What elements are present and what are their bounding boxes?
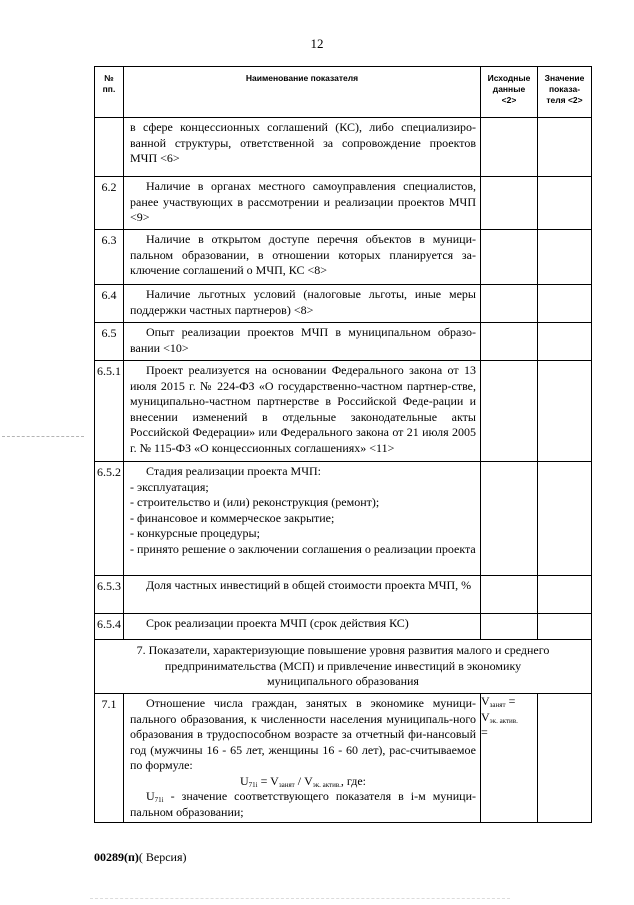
formula: $U_{71i} = V_{занят} / V_{эк. актив.}$, где:	[239, 773, 367, 789]
table-row	[95, 361, 592, 462]
source-cell	[481, 576, 538, 614]
row-text: Наличие в открытом доступе перечня объектов в муници-пальном образовании, в отношении которых планируется за-ключение соглашений о МЧП, КС <8>	[124, 230, 481, 285]
header-source: Исходные данные <2>	[481, 67, 538, 118]
stage-title: Стадия реализации проекта МЧП:	[146, 464, 322, 478]
value-cell	[538, 576, 592, 614]
table-row	[95, 323, 592, 361]
source-v-active: $V_{эк. актив.}$	[481, 709, 518, 725]
row-text: Наличие льготных условий (налоговые льготы, иные меры поддержки частных партнеров) <8>	[124, 285, 481, 323]
table-row	[95, 230, 592, 285]
indicators-table	[94, 66, 592, 823]
source-cell	[481, 361, 538, 462]
source-cell	[481, 285, 538, 323]
document-version: ( Версия)	[138, 850, 187, 864]
row-text	[124, 462, 481, 576]
row-text: Доля частных инвестиций в общей стоимости проекта МЧП, %	[124, 576, 481, 614]
value-cell	[538, 614, 592, 640]
row-text: Срок реализации проекта МЧП (срок действия КС)	[124, 614, 481, 640]
page-number: 12	[310, 36, 324, 51]
table-row	[95, 694, 592, 823]
stage-item: - финансовое и коммерческое закрытие;	[130, 510, 335, 525]
value-cell	[538, 118, 592, 177]
source-cell	[481, 230, 538, 285]
table-row	[95, 462, 592, 576]
document-code: 00289(п)	[94, 850, 139, 864]
header-name: Наименование показателя	[124, 67, 481, 118]
header-num: № пп.	[95, 67, 124, 118]
row-num	[95, 118, 124, 177]
value-cell	[538, 361, 592, 462]
row-num: 6.5.1	[95, 361, 124, 462]
table-row	[95, 285, 592, 323]
table-header-row	[95, 67, 592, 118]
table-row	[95, 576, 592, 614]
stage-item: - эксплуатация;	[130, 479, 209, 494]
value-cell	[538, 230, 592, 285]
source-cell	[481, 614, 538, 640]
row-text	[124, 694, 481, 823]
row-num: 7.1	[95, 694, 124, 823]
row-text: Проект реализуется на основании Федерального закона от 13 июля 2015 г. № 224-ФЗ «О государственно-частном партнер-стве, муниципально-частном партнерстве в Российской Феде-рации и внесении изменений в отдельные законодательные акты Российской Федерации» или Федерального закона от 21 июля 2005 г. № 115-ФЗ «О концессионных соглашениях» <11>	[124, 361, 481, 462]
row-text: Наличие в органах местного самоуправления специалистов, ранее участвующих в рассмотрении и реализации проектов МЧП <9>	[124, 177, 481, 230]
value-cell	[538, 462, 592, 576]
table-row	[95, 118, 592, 177]
value-cell	[538, 694, 592, 823]
table-row	[95, 177, 592, 230]
row-num: 6.2	[95, 177, 124, 230]
row-num: 6.5.4	[95, 614, 124, 640]
row-text: Опыт реализации проектов МЧП в муниципальном образо-вании <10>	[124, 323, 481, 361]
row-text: в сфере концессионных соглашений (КС), либо специализиро-ванной структуры, ответственной за сопровождение проектов МЧП <6>	[124, 118, 481, 177]
row-num: 6.5	[95, 323, 124, 361]
formula-note: $U_{71i}$ - значение соответствующего показателя в i-м муници-пальном образовании;	[130, 789, 476, 819]
source-cell	[481, 462, 538, 576]
source-cell	[481, 177, 538, 230]
section-header-row	[95, 640, 592, 694]
table-row	[95, 614, 592, 640]
source-cell	[481, 323, 538, 361]
source-v-active-eq: =	[481, 725, 488, 739]
row-num: 6.5.2	[95, 462, 124, 576]
indicator-description: Отношение числа граждан, занятых в экономике муници-пального образования, к численности населения муниципаль-ного образования в трудоспособном возрасте за отчетный фи-нансовый год (мужчины 16 - 65 лет, женщины 16 - 60 лет), рас-считываемое по формуле:	[130, 696, 476, 772]
value-cell	[538, 323, 592, 361]
value-cell	[538, 285, 592, 323]
source-v-employed: $V_{занят}$ =	[481, 694, 516, 709]
row-num: 6.5.3	[95, 576, 124, 614]
row-num: 6.4	[95, 285, 124, 323]
source-cell	[481, 118, 538, 177]
row-num: 6.3	[95, 230, 124, 285]
stage-item: - конкурсные процедуры;	[130, 526, 260, 540]
stage-item: - принято решение о заключении соглашения о реализации проекта	[130, 541, 476, 556]
header-value: Значение показа- теля <2>	[538, 67, 592, 118]
source-cell	[481, 694, 538, 823]
value-cell	[538, 177, 592, 230]
document-footer	[94, 850, 187, 865]
stage-item: - строительство и (или) реконструкция (ремонт);	[130, 495, 380, 509]
margin-scan-mark	[2, 436, 84, 437]
section-7-title: 7. Показатели, характеризующие повышение уровня развития малого и среднего предпринимательства (МСП) и привлечение инвестиций в экономику муниципального образования	[95, 640, 592, 694]
bottom-scan-mark	[90, 898, 510, 899]
